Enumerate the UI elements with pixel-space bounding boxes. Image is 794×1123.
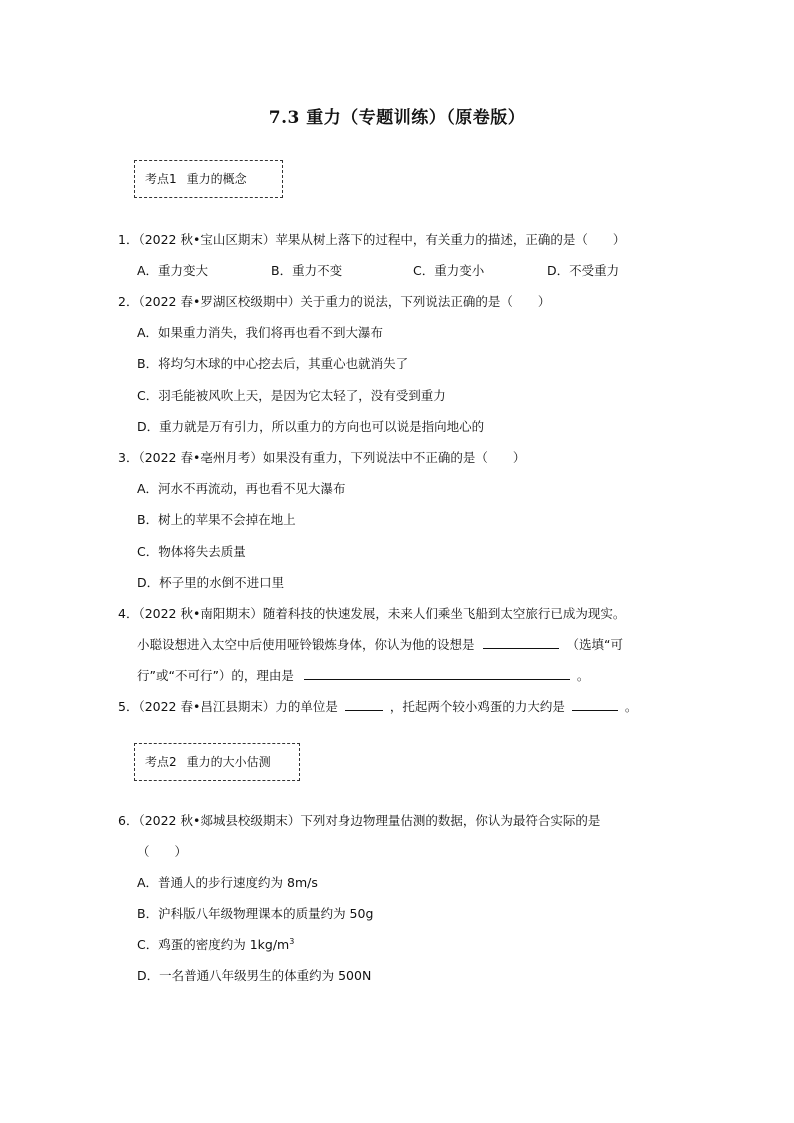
- q4-line3-text: 行”或“不可行”）的，理由是: [137, 668, 294, 683]
- q4-line2-tail: （选填“可: [566, 637, 623, 652]
- question-3-stem: 3．（2022 春•亳州月考）如果没有重力，下列说法中不正确的是（ ）: [118, 450, 526, 465]
- q2-option-c: C．羽毛能被风吹上天，是因为它太轻了，没有受到重力: [137, 388, 446, 403]
- q2-option-d: D．重力就是万有引力，所以重力的方向也可以说是指向地心的: [137, 419, 485, 434]
- q3-option-d: D．杯子里的水倒不进口里: [137, 575, 285, 590]
- q1-option-d: D．不受重力: [547, 263, 620, 278]
- q5-text-3: 。: [624, 699, 638, 714]
- answer-blank[interactable]: [483, 636, 559, 649]
- section-label: 考点1: [145, 172, 177, 186]
- section-box-1: [134, 160, 283, 198]
- q3-option-a: A．河水不再流动，再也看不见大瀑布: [137, 481, 346, 496]
- section-box-2: [134, 743, 300, 781]
- q6-option-b: B．沪科版八年级物理课本的质量约为 50g: [137, 906, 374, 921]
- question-4-line-1: 4．（2022 秋•南阳期末）随着科技的快速发展，未来人们乘坐飞船到太空旅行已成为现实。: [118, 606, 626, 621]
- question-4-line-3: [137, 666, 589, 684]
- answer-blank[interactable]: [345, 698, 383, 711]
- question-6-stem: 6．（2022 秋•郯城县校级期末）下列对身边物理量估测的数据，你认为最符合实际的是: [118, 813, 601, 828]
- q5-text-1: 5．（2022 春•昌江县期末）力的单位是: [118, 699, 338, 714]
- q3-option-c: C．物体将失去质量: [137, 544, 246, 559]
- q6-paren: （ ）: [137, 844, 188, 859]
- q5-text-2: ，托起两个较小鸡蛋的力大约是: [389, 699, 565, 714]
- q6-option-c-text: C．鸡蛋的密度约为 1kg/m: [137, 937, 290, 952]
- question-4-line-2: [137, 635, 623, 653]
- section-name: 重力的大小估测: [186, 755, 271, 769]
- q3-option-b: B．树上的苹果不会掉在地上: [137, 512, 296, 527]
- q6-option-c-exponent: 3: [289, 936, 295, 946]
- q6-option-c: [137, 935, 294, 953]
- q6-option-a: A．普通人的步行速度约为 8m/s: [137, 875, 318, 890]
- q2-option-a: A．如果重力消失，我们将再也看不到大瀑布: [137, 325, 384, 340]
- q6-option-d: D．一名普通八年级男生的体重约为 500N: [137, 968, 372, 983]
- q2-option-b: B．将均匀木球的中心挖去后，其重心也就消失了: [137, 356, 409, 371]
- question-1-stem: 1．（2022 秋•宝山区期末）苹果从树上落下的过程中，有关重力的描述，正确的是（ ）: [118, 232, 626, 247]
- answer-blank[interactable]: [304, 667, 570, 680]
- question-2-stem: 2．（2022 春•罗湖区校级期中）关于重力的说法，下列说法正确的是（ ）: [118, 294, 551, 309]
- q1-option-b: B．重力不变: [271, 263, 343, 278]
- q1-option-a: A．重力变大: [137, 263, 209, 278]
- q4-line2-text: 小聪设想进入太空中后使用哑铃锻炼身体，你认为他的设想是: [137, 637, 475, 652]
- page-title: 7.3 重力（专题训练）（原卷版）: [268, 108, 526, 128]
- question-5: [118, 697, 637, 715]
- q1-option-c: C．重力变小: [413, 263, 485, 278]
- section-label: 考点2: [145, 755, 177, 769]
- answer-blank[interactable]: [572, 698, 618, 711]
- section-name: 重力的概念: [186, 172, 247, 186]
- q4-line3-tail: 。: [576, 668, 590, 683]
